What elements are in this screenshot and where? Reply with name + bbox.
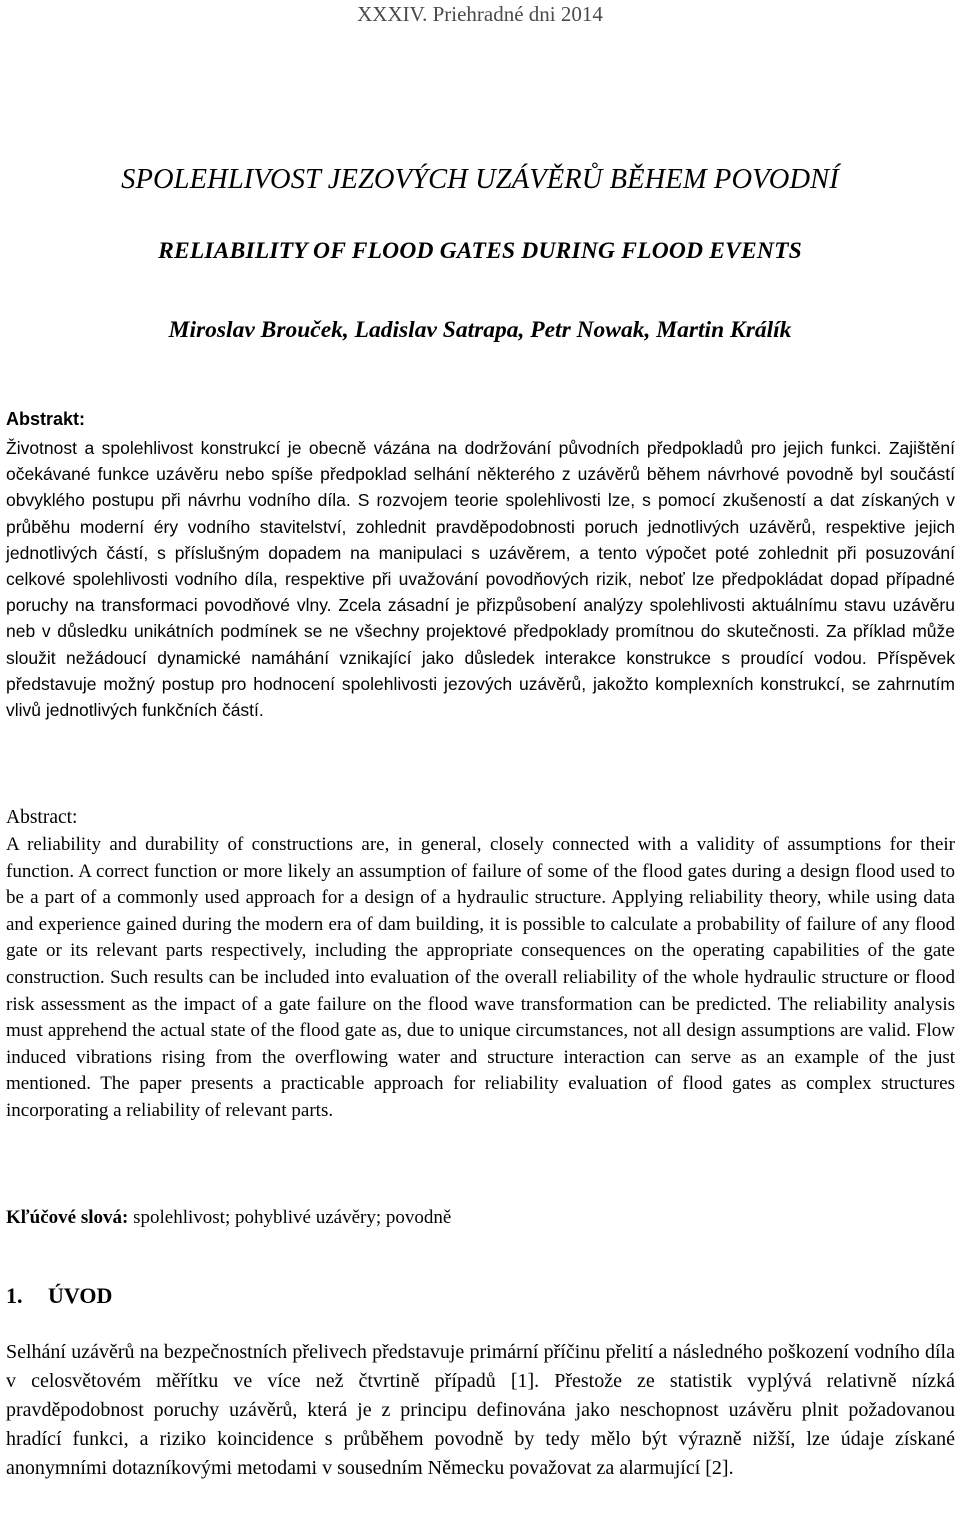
abstract-cz-body: Životnost a spolehlivost konstrukcí je obecně vázána na dodržování původních předpokladů pro jejich funkci. Zajištění očekávané funkce uzávěru nebo spíše předpoklad selhání některého z uzávěrů během návrhové povodně byl součástí obvyklého postupu při návrhu vodního díla. S rozvojem teorie spolehlivosti lze, s pomocí zkušeností a dat získaných v průběhu moderní éry vodního stavitelství, zohlednit pravděpodobnosti poruch jednotlivých uzávěrů, respektive jejich jednotlivých částí, s příslušným dopadem na manipulaci s uzávěrem, a tento výpočet poté zohlednit při posuzování celkové spolehlivosti vodního díla, respektive při uvažování povodňových rizik, neboť lze předpokládat dopad případné poruchy na transformaci povodňové vlny. Zcela zásadní je přizpůsobení analýzy spolehlivosti aktuálnímu stavu uzávěru neb v důsledku unikátních podmínek se ne všechny projektové předpoklady promítnou do skutečnosti. Za příklad může sloužit nežádoucí dynamické namáhání vznikající jako důsledek interakce konstrukce s proudící vodou. Příspěvek představuje možný postup pro hodnocení spolehlivosti jezových uzávěrů, jakožto komplexních konstrukcí, se zahrnutím vlivů jednotlivých funkčních částí. (6, 438, 955, 721)
section-body-intro: Selhání uzávěrů na bezpečnostních přelivech představuje primární příčinu přelití a následného poškození vodního díla v celosvětovém měřítku ve více než čtvrtině případů [1]. Přestože ze statistik vyplývá relativně nízká pravděpodobnost poruchy uzávěrů, která je z principu definována jako neschopnost uzávěru plnit požadovanou hradící funkci, a riziko koincidence s průběhem povodně by tedy mělo být výrazně nižší, lze údaje získané anonymními dotazníkovými metodami v sousedním Německu považovat za alarmující [2]. (6, 1341, 955, 1479)
abstract-en-body: A reliability and durability of constructions are, in general, closely connected with a validity of assumptions for their function. A correct function or more likely an assumption of failure of some of the flood gates during a design flood used to be a part of a commonly used approach for a design of a hydraulic structure. Applying reliability theory, while using data and experience gained during the modern era of dam building, it is possible to calculate a probability of failure of any flood gate or its relevant parts respectively, including the appropriate consequences on the operating capabilities of the gate construction. Such results can be included into evaluation of the overall reliability of the whole hydraulic structure or flood risk assessment as the impact of a gate failure on the flood wave transformation can be predicted. The reliability analysis must apprehend the actual state of the flood gate as, due to unique circumstances, not all design assumptions are valid. Flow induced vibrations rising from the overflowing water and structure interaction can serve as an example of the just mentioned. The paper presents a practicable approach for reliability evaluation of flood gates as complex structures incorporating a reliability of relevant parts. (6, 834, 955, 1121)
paper-title: SPOLEHLIVOST JEZOVÝCH UZÁVĚRŮ BĚHEM POVODNÍ (121, 164, 839, 195)
section-title: ÚVOD (48, 1283, 113, 1308)
keywords (6, 1206, 955, 1230)
section-number: 1. (6, 1283, 23, 1308)
keywords-label: Kľúčové slová: (6, 1207, 129, 1228)
abstract-en-heading: Abstract: (6, 807, 78, 828)
paper-title-english: RELIABILITY OF FLOOD GATES DURING FLOOD EVENTS (158, 238, 802, 264)
running-header: XXXIV. Priehradné dni 2014 (357, 2, 603, 26)
section-heading-intro (6, 1282, 112, 1310)
keywords-value: spolehlivost; pohyblivé uzávěry; povodně (128, 1207, 452, 1228)
author-list: Miroslav Brouček, Ladislav Satrapa, Petr Nowak, Martin Králík (168, 317, 792, 343)
abstract-cz-heading: Abstrakt: (6, 409, 86, 429)
